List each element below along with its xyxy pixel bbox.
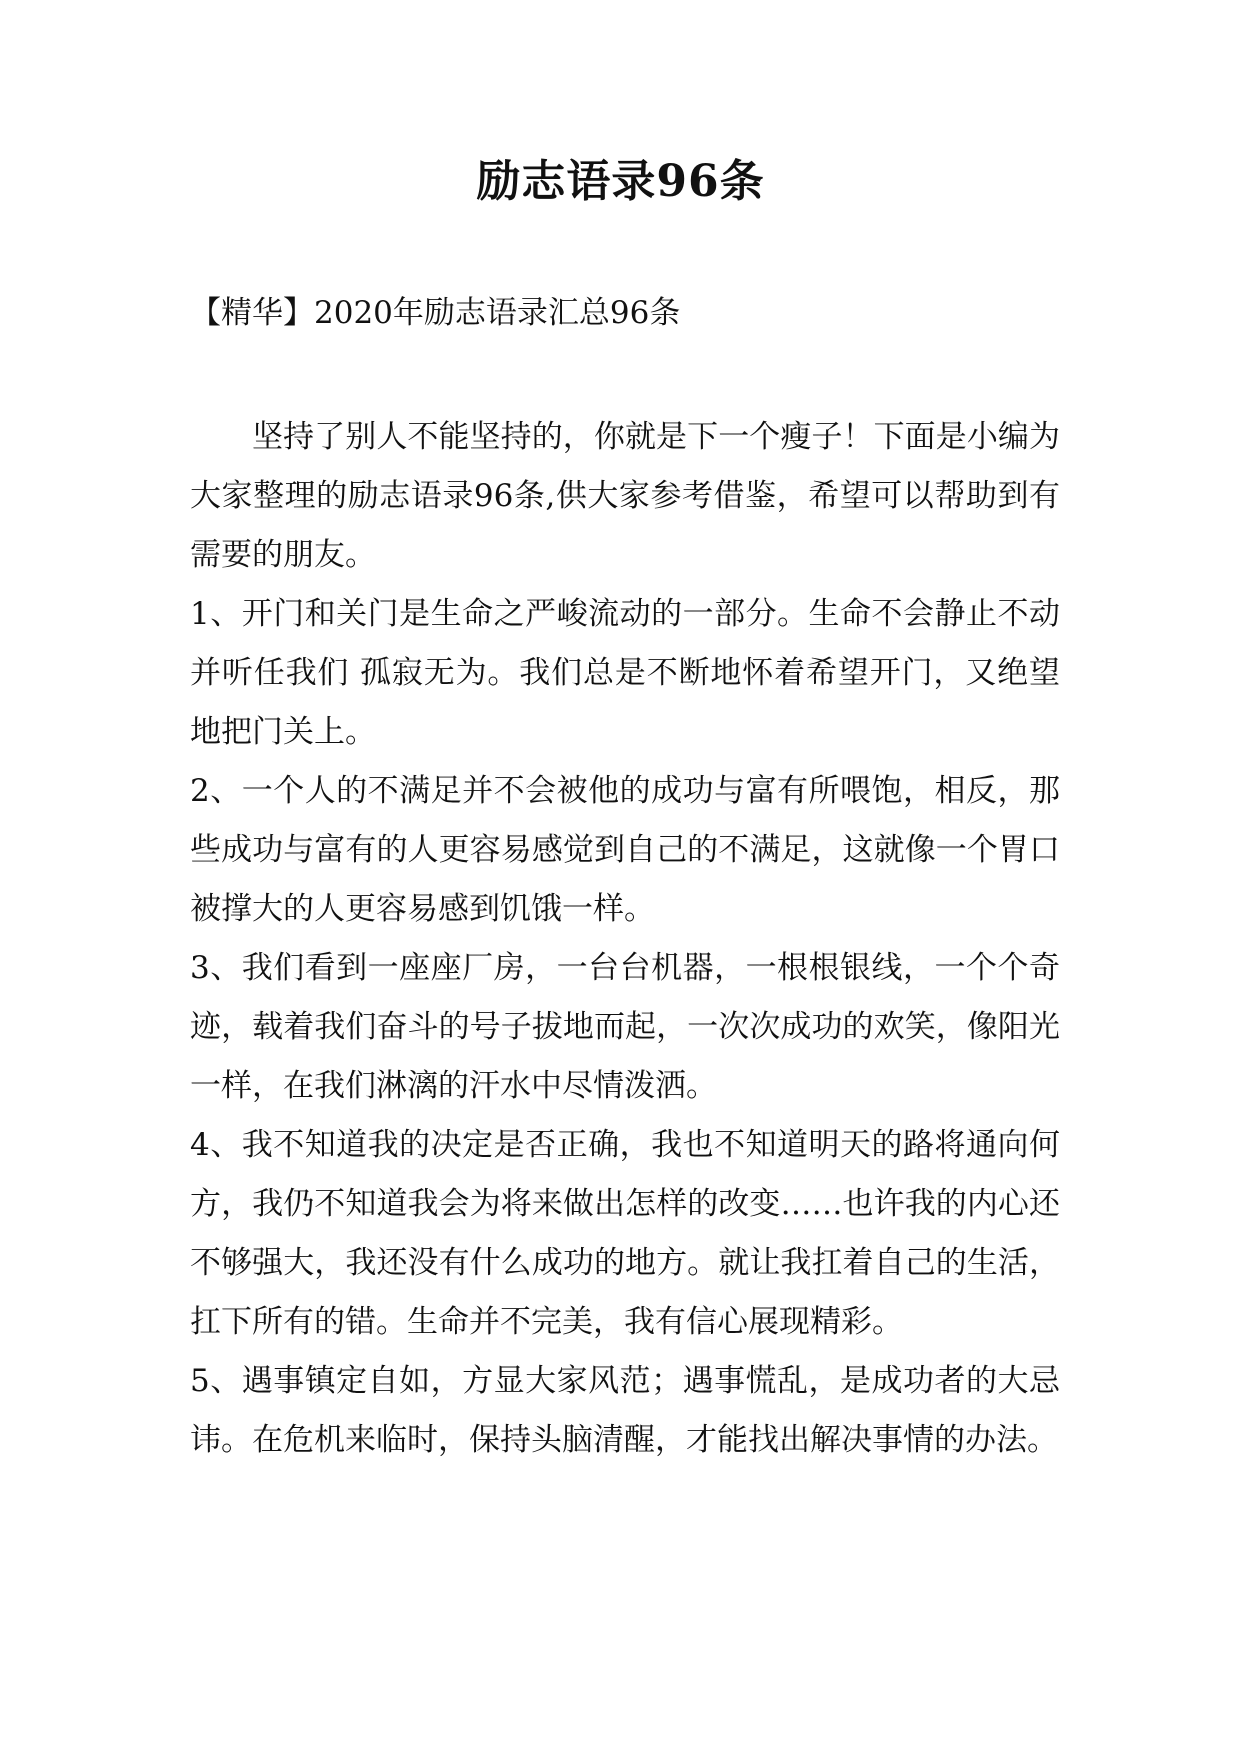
quote-item: 3、我们看到一座座厂房，一台台机器，一根根银线，一个个奇迹，载着我们奋斗的号子拔地而起，一次次成功的欢笑，像阳光一样，在我们淋漓的汗水中尽情泼洒。: [190, 950, 1060, 1104]
quote-item: 1、开门和关门是生命之严峻流动的一部分。生命不会静止不动并听任我们 孤寂无为。我们总是不断地怀着希望开门，又绝望地把门关上。: [190, 596, 1060, 750]
quote-item: 2、一个人的不满足并不会被他的成功与富有所喂饱，相反，那些成功与富有的人更容易感觉到自己的不满足，这就像一个胃口被撑大的人更容易感到饥饿一样。: [190, 773, 1060, 927]
document-title: 励志语录96条: [476, 156, 765, 207]
quote-item: 5、遇事镇定自如，方显大家风范；遇事慌乱，是成功者的大忌讳。在危机来临时，保持头脑清醒，才能找出解决事情的办法。: [190, 1363, 1060, 1458]
document-body: [190, 408, 1060, 1470]
intro-paragraph: 坚持了别人不能坚持的，你就是下一个瘦子！下面是小编为大家整理的励志语录96条,供大家参考借鉴，希望可以帮助到有需要的朋友。: [190, 419, 1060, 573]
quote-item: 4、我不知道我的决定是否正确，我也不知道明天的路将通向何方，我仍不知道我会为将来做出怎样的改变……也许我的内心还不够强大，我还没有什么成功的地方。就让我扛着自己的生活，扛下所有的错。生命并不完美，我有信心展现精彩。: [190, 1127, 1060, 1340]
document-subtitle: 【精华】2020年励志语录汇总96条: [190, 295, 681, 331]
